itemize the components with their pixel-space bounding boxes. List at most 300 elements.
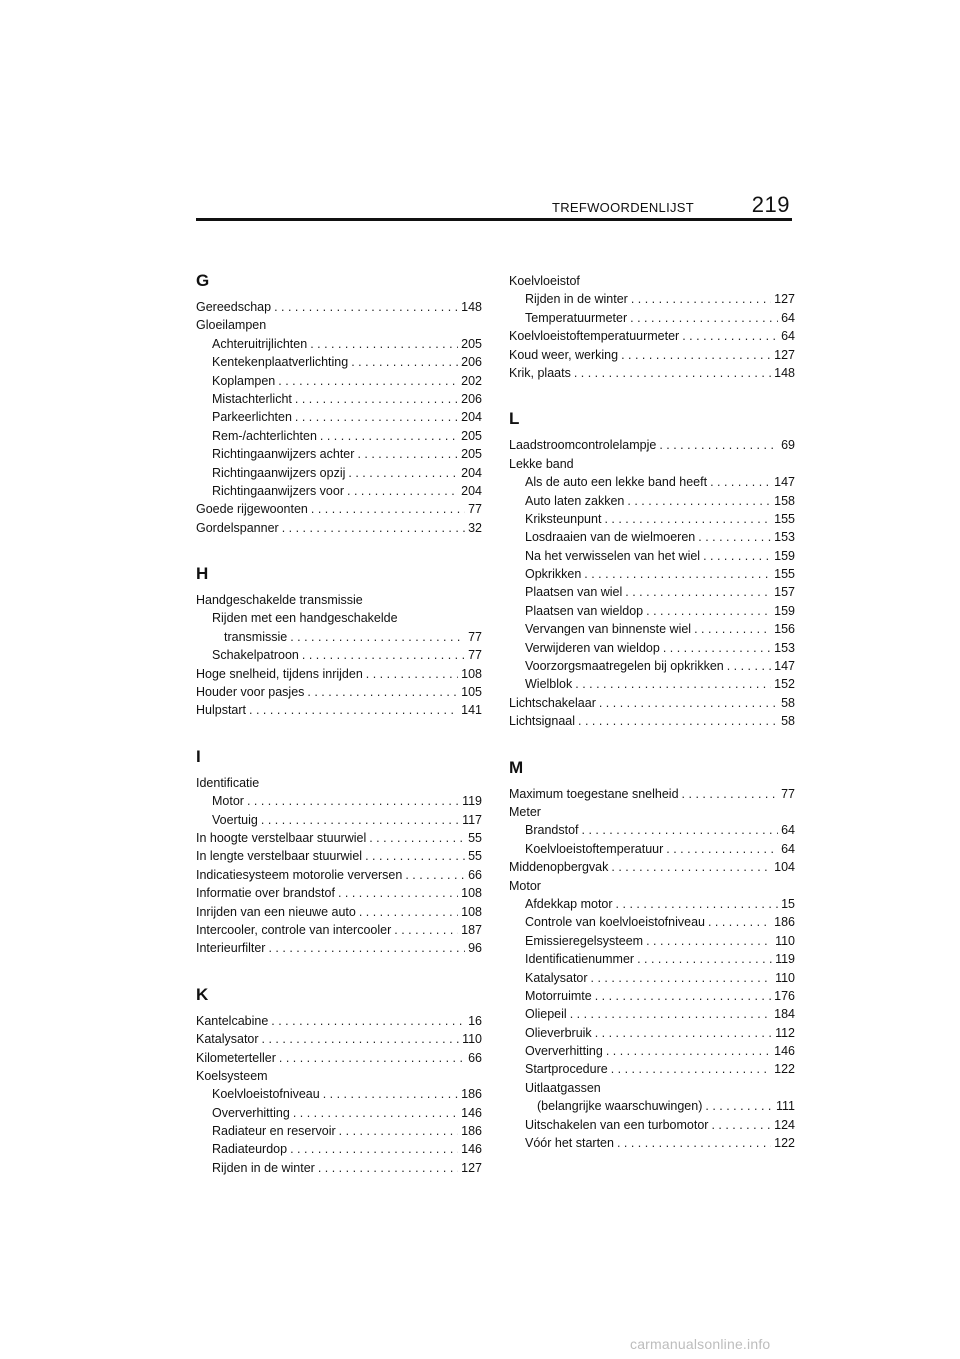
entry-page-number: 205 [461,447,482,462]
entry-page-number: 186 [461,1124,482,1139]
entry-label: Koelsysteem [196,1068,268,1083]
index-entry [509,969,795,987]
dot-leader [274,298,458,316]
entry-page-number: 32 [468,520,482,535]
entry-page-number: 64 [781,823,795,838]
entry-label: Koud weer, werking [509,347,619,362]
dot-leader [666,840,778,858]
index-section [196,272,482,537]
entry-label: Uitschakelen van een turbomotor [525,1117,709,1132]
dot-leader [365,847,465,865]
entry-label: Rijden in de winter [212,1160,315,1175]
entry-page-number: 146 [774,1044,795,1059]
entry-label: Controle van koelvloeistofniveau [525,915,705,930]
index-entry [509,877,795,895]
entry-label: Wielblok [525,677,573,692]
index-entry [509,1134,795,1152]
entry-page-number: 146 [461,1105,482,1120]
entry-label: Middenopbergvak [509,860,609,875]
dot-leader [682,785,779,803]
entry-label: Na het verwisselen van het wiel [525,548,701,563]
entry-label: Schakelpatroon [212,648,299,663]
index-entry [196,427,482,445]
entry-page-number: 159 [774,548,795,563]
dot-leader [595,987,771,1005]
index-entry [196,519,482,537]
entry-label: Oververhitting [525,1044,603,1059]
index-entry [196,829,482,847]
index-entry [509,528,795,546]
dot-leader [646,932,772,950]
entry-page-number: 187 [461,922,482,937]
dot-leader [271,1012,465,1030]
dot-leader [575,675,771,693]
dot-leader [262,1030,460,1048]
entry-label: Olieverbruik [525,1025,592,1040]
index-entry [509,1060,795,1078]
entry-label: Hulpstart [196,703,247,718]
entry-label: Vóór het starten [525,1136,614,1151]
index-entry [196,866,482,884]
entry-label: Motorruimte [525,988,592,1003]
dot-leader [339,1122,458,1140]
index-entry [509,840,795,858]
index-entry [509,309,795,327]
index-entry [196,408,482,426]
entry-page-number: 119 [775,952,795,967]
index-entry [509,455,795,473]
dot-leader [394,921,458,939]
index-entry [509,583,795,601]
entry-page-number: 152 [774,677,795,692]
entry-page-number: 153 [774,530,795,545]
entry-label: Gordelspanner [196,520,279,535]
dot-leader [710,473,771,491]
index-entry [196,500,482,518]
entry-label: Plaatsen van wieldop [525,603,644,618]
entry-page-number: 147 [774,659,795,674]
entry-page-number: 105 [461,685,482,700]
entry-page-number: 148 [461,300,482,314]
page-header [196,192,792,222]
entry-label: Gloeilampen [196,318,267,333]
entry-label: Interieurfilter [196,941,266,956]
dot-leader [646,602,771,620]
entry-page-number: 104 [774,860,795,875]
entry-label: Voorzorgsmaatregelen bij opkrikken [525,659,724,674]
index-entry [196,335,482,353]
dot-leader [630,309,778,327]
index-entry [509,639,795,657]
index-entry [509,510,795,528]
dot-leader [268,939,465,957]
index-column-left [196,272,482,1205]
index-section [509,759,795,1153]
dot-leader [347,482,458,500]
index-entry [509,565,795,583]
entry-label: Emissieregelsysteem [525,933,644,948]
dot-leader [727,657,771,675]
dot-leader [611,858,771,876]
entry-page-number: 77 [468,629,482,644]
section-letter: I [196,746,201,766]
dot-leader [578,712,778,730]
index-entry [196,390,482,408]
index-entry [196,1067,482,1085]
dot-leader [591,969,773,987]
entry-label: Losdraaien van de wielmoeren [525,530,696,545]
entry-page-number: 66 [468,1050,482,1065]
index-entry [196,1122,482,1140]
dot-leader [570,1005,771,1023]
index-entry [196,1049,482,1067]
index-entry [196,939,482,957]
index-entry [509,290,795,308]
entry-page-number: 110 [775,970,795,985]
entry-label: Auto laten zakken [525,493,625,508]
entry-label: In lengte verstelbaar stuurwiel [196,849,363,864]
entry-page-number: 202 [461,373,482,388]
index-entry [509,803,795,821]
entry-page-number: 186 [461,1087,482,1102]
entry-label: Identificatie [196,775,260,790]
entry-page-number: 122 [774,1062,795,1077]
dot-leader [405,866,465,884]
index-entry [509,1116,795,1134]
entry-label: Als de auto een lekke band heeft [525,475,708,490]
dot-leader [290,1140,458,1158]
dot-leader [599,694,778,712]
index-entry [196,609,482,627]
dot-leader [627,492,771,510]
entry-label: Motor [212,794,244,809]
index-entry [196,774,482,792]
entry-label: Motor [509,878,541,893]
entry-label: Temperatuurmeter [525,310,628,325]
entry-page-number: 155 [774,567,795,582]
index-entry [509,785,795,803]
entry-page-number: 153 [774,640,795,655]
entry-page-number: 206 [461,391,482,406]
entry-page-number: 69 [781,438,795,453]
entry-page-number: 15 [781,896,795,911]
dot-leader [249,701,458,719]
entry-label: Verwijderen van wieldop [525,640,660,655]
entry-page-number: 16 [468,1013,482,1028]
index-entry [509,858,795,876]
dot-leader [295,408,458,426]
entry-page-number: 127 [774,292,795,307]
entry-label: Hoge snelheid, tijdens inrijden [196,666,363,681]
index-entry [196,903,482,921]
index-entry [509,346,795,364]
entry-page-number: 127 [774,347,795,362]
dot-leader [659,436,778,454]
dot-leader [611,1060,771,1078]
index-entry [509,932,795,950]
entry-label: Katalysator [525,970,588,985]
entry-page-number: 117 [462,812,482,827]
index-section [509,272,795,382]
entry-page-number: 77 [468,648,482,663]
dot-leader [595,1024,772,1042]
index-entry [196,628,482,646]
entry-label: Rem-/achterlichten [212,428,317,443]
entry-page-number: 58 [781,714,795,729]
index-entry [196,1030,482,1048]
dot-leader [663,639,771,657]
entry-label: Lichtschakelaar [509,695,596,710]
index-entry [196,665,482,683]
entry-page-number: 77 [781,786,795,801]
entry-page-number: 96 [468,941,482,956]
index-entry [509,913,795,931]
entry-label: Oliepeil [525,1007,567,1022]
entry-label: Parkeerlichten [212,410,292,425]
dot-leader [318,1159,458,1177]
entry-page-number: 176 [774,988,795,1003]
entry-page-number: 55 [468,849,482,864]
dot-leader [625,583,771,601]
entry-page-number: 155 [774,511,795,526]
index-entry [196,683,482,701]
entry-page-number: 110 [462,1032,482,1047]
entry-page-number: 108 [461,904,482,919]
dot-leader [307,683,458,701]
dot-leader [295,390,458,408]
dot-leader [705,1097,773,1115]
entry-label: Richtingaanwijzers opzij [212,465,346,480]
dot-leader [351,353,458,371]
index-entry [509,1005,795,1023]
dot-leader [310,335,458,353]
index-section [509,410,795,730]
entry-label: Goede rijgewoonten [196,502,308,517]
entry-label: Mistachterlicht [212,391,292,406]
dot-leader [682,327,778,345]
dot-leader [348,464,458,482]
index-entry [196,1140,482,1158]
entry-label: Inrijden van een nieuwe auto [196,904,356,919]
entry-page-number: 127 [461,1160,482,1175]
watermark: carmanualsonline.info [630,1336,771,1352]
entry-label: transmissie [224,629,288,644]
section-letter: K [196,984,209,1004]
index-entry [196,464,482,482]
dot-leader [606,1042,771,1060]
dot-leader [357,445,458,463]
section-letter: H [196,564,209,584]
index-entry [509,1024,795,1042]
entry-label: Lichtsignaal [509,714,576,729]
entry-page-number: 111 [775,1099,795,1114]
index-entry [509,620,795,638]
index-entry [509,473,795,491]
entry-label: Rijden met een handgeschakelde [212,611,398,626]
entry-label: Richtingaanwijzers achter [212,447,355,462]
entry-page-number: 184 [774,1007,795,1022]
entry-label: Intercooler, controle van intercooler [196,922,392,937]
entry-label: Radiateurdop [212,1142,288,1157]
entry-label: Opkrikken [525,567,582,582]
entry-page-number: 122 [774,1136,795,1151]
dot-leader [637,950,772,968]
entry-label: Rijden in de winter [525,292,628,307]
entry-label: Koelvloeistoftemperatuur [525,841,664,856]
entry-page-number: 119 [462,794,482,809]
entry-page-number: 205 [461,336,482,351]
index-section [196,565,482,720]
dot-leader [698,528,771,546]
index-entry [196,646,482,664]
dot-leader [616,895,779,913]
index-entry [509,327,795,345]
section-letter: L [509,409,520,429]
index-entry [196,792,482,810]
dot-leader [311,500,465,518]
index-entry [509,657,795,675]
index-column-right [509,272,795,1180]
entry-page-number: 159 [774,603,795,618]
dot-leader [282,519,465,537]
entry-label: Uitlaatgassen [525,1080,601,1095]
header-rule [196,218,792,221]
entry-page-number: 124 [774,1117,795,1132]
entry-label: Informatie over brandstof [196,886,335,901]
index-entry [509,1097,795,1115]
dot-leader [703,547,771,565]
entry-page-number: 204 [461,410,482,425]
dot-leader [293,1104,458,1122]
entry-label: Gereedschap [196,300,272,314]
index-entry [509,694,795,712]
entry-label: Kentekenplaatverlichting [212,355,349,370]
dot-leader [323,1085,458,1103]
dot-leader [582,821,779,839]
entry-label: Katalysator [196,1032,259,1047]
index-entry [196,884,482,902]
index-entry [509,547,795,565]
index-entry [196,591,482,609]
entry-label: Meter [509,804,541,819]
index-entry [196,482,482,500]
index-entry [196,372,482,390]
entry-label: (belangrijke waarschuwingen) [537,1099,703,1114]
entry-page-number: 108 [461,666,482,681]
entry-page-number: 206 [461,355,482,370]
dot-leader [279,1049,465,1067]
entry-label: In hoogte verstelbaar stuurwiel [196,830,367,845]
index-entry [509,492,795,510]
index-entry [509,1079,795,1097]
dot-leader [584,565,771,583]
page-number: 219 [751,192,790,217]
entry-page-number: 147 [774,475,795,490]
index-entry [509,950,795,968]
entry-page-number: 110 [775,933,795,948]
index-entry [196,353,482,371]
entry-label: Koelvloeistofniveau [212,1087,320,1102]
entry-label: Koelvloeistoftemperatuurmeter [509,329,680,344]
entry-page-number: 64 [781,329,795,344]
entry-label: Kriksteunpunt [525,511,602,526]
entry-page-number: 157 [774,585,795,600]
dot-leader [338,884,458,902]
index-entry [196,298,482,316]
entry-label: Vervangen van binnenste wiel [525,622,692,637]
entry-page-number: 148 [774,365,795,380]
index-entry [196,445,482,463]
entry-page-number: 186 [774,915,795,930]
entry-label: Oververhitting [212,1105,290,1120]
entry-label: Voertuig [212,812,258,827]
entry-page-number: 66 [468,867,482,882]
entry-label: Kantelcabine [196,1013,269,1028]
index-entry [509,712,795,730]
dot-leader [711,1116,771,1134]
dot-leader [359,903,458,921]
index-entry [196,921,482,939]
entry-page-number: 158 [774,493,795,508]
entry-label: Koelvloeistof [509,274,580,288]
entry-label: Lekke band [509,456,574,471]
index-entry [196,847,482,865]
section-letter: M [509,757,524,777]
dot-leader [604,510,771,528]
dot-leader [621,346,771,364]
index-entry [196,316,482,334]
dot-leader [366,665,458,683]
entry-label: Indicatiesysteem motorolie verversen [196,867,403,882]
dot-leader [631,290,771,308]
entry-label: Handgeschakelde transmissie [196,593,363,608]
index-entry [509,821,795,839]
entry-page-number: 156 [774,622,795,637]
dot-leader [320,427,458,445]
dot-leader [694,620,771,638]
entry-label: Richtingaanwijzers voor [212,483,345,498]
dot-leader [261,811,459,829]
entry-label: Brandstof [525,823,579,838]
index-entry [196,701,482,719]
entry-label: Kilometerteller [196,1050,276,1065]
section-letter: G [196,271,210,290]
index-entry [509,895,795,913]
entry-label: Koplampen [212,373,276,388]
entry-page-number: 77 [468,502,482,517]
index-entry [196,1159,482,1177]
index-entry [196,811,482,829]
entry-page-number: 205 [461,428,482,443]
dot-leader [302,646,465,664]
entry-page-number: 204 [461,465,482,480]
entry-label: Laadstroomcontrolelampje [509,438,657,453]
entry-page-number: 55 [468,830,482,845]
entry-page-number: 64 [781,841,795,856]
index-entry [509,436,795,454]
entry-page-number: 64 [781,310,795,325]
entry-page-number: 58 [781,695,795,710]
running-title: TREFWOORDENLIJST [551,200,694,215]
entry-label: Krik, plaats [509,365,571,380]
dot-leader [574,364,771,382]
index-entry [509,675,795,693]
entry-label: Achteruitrijlichten [212,336,308,351]
index-entry [509,602,795,620]
index-entry [196,1012,482,1030]
index-entry [509,1042,795,1060]
entry-page-number: 146 [461,1142,482,1157]
